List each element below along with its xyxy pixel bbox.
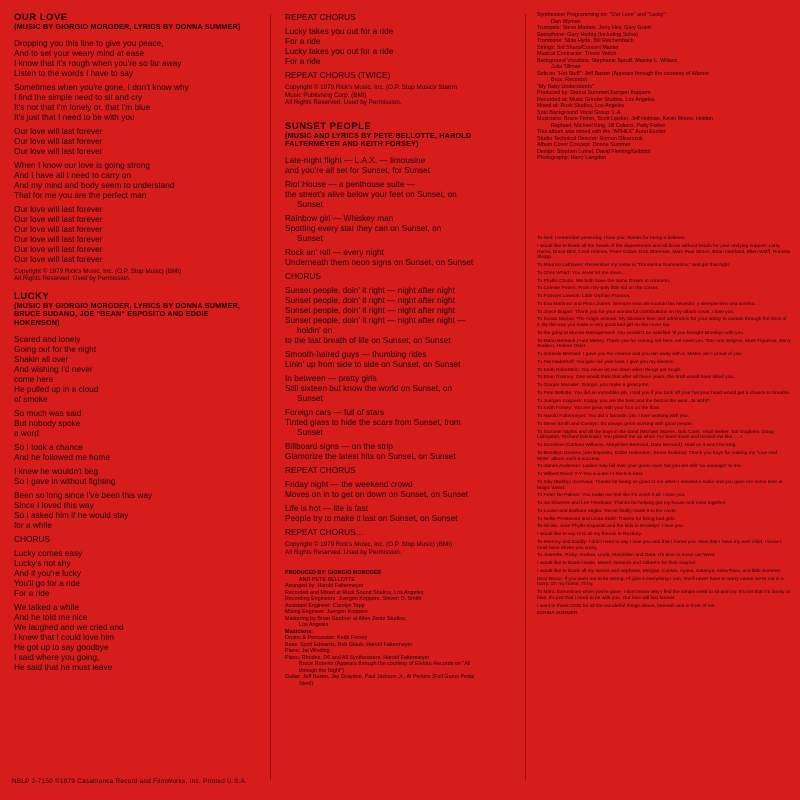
musician-credits bbox=[537, 12, 789, 162]
lyric-line: come here bbox=[14, 373, 54, 384]
lyric-line: So I asked him if he would stay bbox=[14, 509, 129, 520]
lyric-line: So much was said bbox=[14, 407, 82, 418]
lyric-line: Our love will last forever bbox=[14, 125, 103, 136]
lyric-line: Sunset people, doin' it right — night after night bbox=[285, 294, 455, 305]
lyric-line: Sometimes when you're gone, I don't know why bbox=[14, 81, 189, 92]
thank-you-paragraph: To Susan Munao: The magic woman. My absolute love and admiration for your ability to sustain through the thick of it. By the way you make a very good bad girl on the cover too. bbox=[537, 317, 787, 328]
lyric-line: CHORUS bbox=[285, 270, 321, 281]
thank-you-paragraph: To Inky (Bobby) Incorvaia: Thanks for being so good to me when I needed a sudio and you gave me some time at Magic Wand. bbox=[537, 479, 783, 491]
credit-line: Album Cover Concept: Donna Summer bbox=[537, 142, 631, 148]
thank-you-paragraph: To Brooklyn Dreams (Joe Esposito, Eddie Hokenson, Bruce Sudano): Thank you boys for making my "Live And More" album such a success. bbox=[537, 450, 778, 462]
lyric-line: Underneath them neon signs on Sunset, on Sunset bbox=[285, 256, 474, 267]
lyric-line: Spotting every star they can on Sunset, on bbox=[285, 222, 442, 233]
lyric-line: for a while bbox=[14, 519, 52, 530]
lyric-line: Riot House — a penthouse suite — bbox=[285, 178, 416, 189]
copyright-lucky bbox=[285, 84, 515, 107]
stanza bbox=[285, 503, 515, 523]
lyric-line: REPEAT CHORUS bbox=[285, 464, 356, 475]
stanza bbox=[14, 38, 250, 78]
song-title-our-love: OUR LOVE bbox=[14, 12, 68, 23]
thank-you-paragraph: To James Anderson: Ladies may fall over your green eyes but you are still "au sausage" to me. bbox=[537, 464, 742, 470]
credit-line: PRODUCED BY: GIORGIO MORODER bbox=[285, 570, 382, 577]
thank-you-paragraph: DONNA SUMMER bbox=[537, 611, 578, 617]
lyric-line: We talked a while bbox=[14, 601, 79, 612]
stanza bbox=[14, 466, 250, 486]
lyric-line: Going out for the night bbox=[14, 343, 97, 354]
lyric-line: And wishing I'd never bbox=[14, 363, 93, 374]
thank-you-paragraph: To Frances Lawson: Little Orphan Frances. bbox=[537, 294, 631, 299]
lyric-line: I said where you going, bbox=[14, 651, 100, 662]
credit-line: Assistant Engineer: Carolyn Tapp bbox=[285, 602, 365, 609]
stanza bbox=[285, 349, 515, 369]
column-divider bbox=[270, 14, 271, 780]
copyright-line: Copyright © 1979 Rick's Music, Inc. (O.P. Stop Music)/ Starrin bbox=[285, 84, 457, 91]
thank-you-paragraph: To Phyllis Chotin: We both have the same Dream in common. bbox=[537, 278, 671, 284]
thank-you-paragraph: To Pat Naderhoff: You give me your love, I give you my sincere. bbox=[537, 359, 675, 365]
stanza bbox=[285, 407, 515, 437]
lyric-line: That for me you are the perfect man bbox=[14, 189, 147, 200]
thank-you-paragraph: To Keith Robertson: You never let me down when things get rough. bbox=[537, 367, 682, 373]
column-divider bbox=[525, 14, 526, 780]
credit-line: Produced by: Donna Summer/Juergen Koppers bbox=[537, 90, 651, 96]
credit-line: Synthesizer Programming on: "Our Love" and "Lucky": bbox=[537, 12, 667, 18]
lyric-line: He said that he must leave bbox=[14, 661, 113, 672]
thank-you-paragraph: To Giorgio Moroder: Giorgio, you make a great john. bbox=[537, 383, 650, 388]
lyric-line: Our love will last forever bbox=[14, 233, 103, 244]
credit-line: Mastering by Brian Gardner at Allen Zentz Studios, bbox=[285, 615, 407, 622]
stanza bbox=[14, 442, 250, 462]
credit-line: Trombone: Slide Hyde, Bill Reichenbach bbox=[537, 38, 634, 44]
thank-you-paragraph: To Brian Rooney: One would think that after all these years, the draft would have killed you. bbox=[537, 375, 735, 381]
credit-line: Solo Background Vocal Group: L.A. bbox=[537, 109, 622, 116]
lyric-line: Our love will last forever bbox=[14, 213, 103, 224]
lyric-line: holdin' on bbox=[297, 324, 333, 335]
lyric-line: And my mind and body seem to understand bbox=[14, 179, 175, 190]
credit-line: Arranged by: Harold Faltermeyer bbox=[285, 583, 364, 590]
thank-you-paragraph: To Juergen Koppers: Koppy, you are the best and the best is the west. Ja wohl? bbox=[537, 398, 710, 404]
lyric-line: Our love will last forever bbox=[14, 203, 103, 214]
thank-you-paragraph: To the gang at Munao Management: You wouldn't be satisfied 'til you brought Brooklyn with you. bbox=[537, 330, 745, 336]
lyric-line: and you're all set for Sunset, for Sunset bbox=[285, 164, 431, 175]
credit-line: Bros. Records) bbox=[551, 77, 587, 83]
lyric-line: Billboard signs — on the strip bbox=[285, 440, 393, 451]
thank-you-paragraph: To Chris Wharf: You never let me down. bbox=[537, 270, 623, 276]
credit-line: Musicians: bbox=[285, 628, 313, 635]
lyric-line: I know that it's rough when you're so far away bbox=[14, 57, 182, 68]
credit-line: through the Night") bbox=[299, 667, 345, 674]
thank-you-paragraph: To Mario Bernanti (Aunt Marie): Thank you for coming out here, we need you. Toni Ann Selgros, Mark Figueroa, Barry Sudano, Helene Oster. bbox=[537, 338, 791, 350]
credit-line: Drums & Percussion: Keith Forsey bbox=[285, 635, 368, 642]
credit-line: Solo on "Hot Stuff": Jeff Baxter (Appears through the courtesy of Warner bbox=[537, 70, 710, 77]
credit-line: Trumpets: Steve Madaio, Jerry Hey, Gary Grant bbox=[537, 25, 651, 31]
thank-you-paragraph: To Wilbert Reed: Y-Y-You a-a-are t-t-the b-b-best. bbox=[537, 472, 644, 477]
lyric-line: And he followed me home bbox=[14, 451, 110, 462]
thank-you-paragraph: To Mimi: Sometimes when you're gone, I don't know why I find the simple need to sit and cry. It's not that I'm lonely or blue, it's just that I need to be with you. Our love will last forever. bbox=[537, 590, 791, 601]
lyrics-our-love bbox=[14, 38, 250, 264]
thank-you-paragraph: I would like to thank all the heads of the departments and all those without heads for your undying support: Larry Harris, Bruce Bird, Cecil Holmes, Peter Guber, Dick Sherman, Marc Paul Simon, Brian Interland, Ellen Wolff, Roberta Skopp. bbox=[537, 243, 791, 261]
column-3 bbox=[537, 12, 789, 162]
stanza bbox=[14, 82, 250, 122]
lyric-line: Rainbow girl — Whiskey man bbox=[285, 212, 394, 223]
credit-line: Background Vocalists: Stephanie Spruill, Maxine L. Willard, bbox=[537, 57, 679, 64]
lyric-line: Smooth-haired guys — thumbing rides bbox=[285, 348, 427, 359]
lyric-line: Our love will last forever bbox=[14, 145, 103, 156]
lyric-line: People try to make it last on Sunset, on Sunset bbox=[285, 512, 458, 523]
lyric-line: But nobody spoke bbox=[14, 417, 81, 428]
lyric-line: He got up to say goodbye bbox=[14, 641, 109, 652]
stanza bbox=[14, 408, 250, 438]
lyric-line: I knew he wouldn't beg bbox=[14, 465, 99, 476]
song-title-sunset-people: SUNSET PEOPLE bbox=[285, 120, 372, 132]
lyric-line: And he told me nice bbox=[14, 611, 88, 622]
thank-you-paragraph: To Keith Forsey: You are great with your foot on the floor. bbox=[537, 406, 661, 412]
lyric-line: Our love will last forever bbox=[14, 243, 103, 254]
thank-you-paragraph: To Louise and Barbara Veglia: You've finally made it to the cover. bbox=[537, 508, 678, 514]
credit-line: Studio Technical Director: Roman Olearczuk bbox=[537, 135, 643, 142]
copyright-line: Copyright © 1979 Rick's Music, Inc. (O.P. Stop Music) (BMI) bbox=[285, 540, 453, 548]
copyright-line: Music Publishing Corp. (BMI) bbox=[285, 91, 367, 99]
stanza bbox=[285, 70, 515, 80]
thank-you-paragraph: To Harold Faltermeyer: You did a fantastic job. I love working with you. bbox=[537, 414, 689, 419]
stanza bbox=[285, 479, 515, 499]
lyric-line: For a ride bbox=[285, 56, 321, 66]
credit-line: Bruce Roberts (Appears through the courtesy of Elektra Records on "All bbox=[299, 661, 471, 668]
lyric-line: I find the simple need to sit and cry bbox=[14, 91, 143, 102]
thank-you-paragraph: To Steve Smith and Carolyn: It's always great working with good people. bbox=[537, 421, 694, 427]
lyric-line: Foreign cars — full of stars bbox=[285, 406, 385, 417]
credit-line: Saxophone: Gary Herbig (Including Solos) bbox=[537, 31, 638, 38]
lyric-line: I knew that I could love him bbox=[14, 631, 115, 642]
thank-you-paragraph: To Jai Silverme and Lee Friedman: Thanks for helping get my house and mind together. bbox=[537, 501, 727, 506]
stanza bbox=[14, 334, 250, 404]
credit-line: Piano, Rhodes, D6 and All Synthesizers: Harold Faltermeyer bbox=[285, 654, 430, 661]
lyric-line: So I gave in without fighting bbox=[14, 475, 116, 486]
production-credits bbox=[285, 570, 515, 687]
copyright-line: All Rights Reserved. Used by Permission. bbox=[14, 275, 131, 283]
credit-line: Musicians: Bruce Fisher, Scott Lipsker, Jeff Holman, Kevin Moore, Holden bbox=[537, 116, 714, 122]
lyric-line: Sunset people, doin' it right — night after night bbox=[285, 304, 455, 315]
thank-you-paragraph: To Peter De Palmer: You make me feel like it's worth it all. I love you. bbox=[537, 493, 686, 499]
lyric-line: a word bbox=[14, 427, 39, 438]
credit-line: Design: Stephen Lumel, David Fleming/Gribbitt! bbox=[537, 148, 651, 155]
lyric-line: Life is hot — life is fast bbox=[285, 502, 369, 513]
lyric-line: Lucky takes you out for a ride bbox=[285, 26, 394, 36]
credit-line: Dan Wyman bbox=[551, 18, 581, 25]
song-credit-sunset-people: (MUSIC AND LYRICS BY PETE BELLOTTE, HAROLD FALTERMEYER AND KEITH FORSEY) bbox=[285, 130, 472, 149]
song-credit-lucky: (MUSIC BY GIORGIO MORODER, LYRICS BY DONNA SUMMER, BRUCE SUDANO, JOE "BEAN" ESPOSITO AND EDDIE HOKENSON) bbox=[14, 300, 241, 327]
copyright-line: Copyright © 1979 Rick's Music, Inc. (O.P. Stop Music) (BMI) bbox=[14, 267, 182, 275]
lyrics-sunset-people bbox=[285, 155, 515, 537]
copyright-line: All Rights Reserved. Used by Permission. bbox=[285, 99, 402, 107]
credit-line: AND PETE BELLOTTE bbox=[299, 576, 356, 583]
lyric-line: Lucky takes you out for a ride bbox=[285, 46, 394, 56]
stanza bbox=[14, 126, 250, 156]
credit-line: This album was mixed with the "APHEX" Aural Exciter bbox=[537, 129, 666, 135]
stanza bbox=[14, 204, 250, 264]
stanza bbox=[14, 160, 250, 200]
lyrics-lucky bbox=[14, 334, 250, 672]
lyric-line: Sunset bbox=[297, 198, 323, 209]
thank-you-paragraph: To Mummy and Daddy: I don't need to say I love you and that I honor you. Now that I have my own child, I know I must have driven you crazy. bbox=[537, 539, 782, 551]
credit-line: Julia Tillman bbox=[551, 64, 581, 70]
lyric-line: Sunset bbox=[297, 426, 323, 437]
thank-you-paragraph: To Maurice Lathower: Remember my name is "Donnerina Summerina," and get that right. bbox=[537, 263, 731, 268]
copyright-sunset-people bbox=[285, 541, 515, 556]
credit-line: "My Baby Understands" bbox=[537, 83, 594, 90]
song-title-lucky: LUCKY bbox=[14, 290, 50, 302]
lyric-line: REPEAT CHORUS bbox=[285, 12, 356, 22]
lyric-line: Lucky's not shy bbox=[14, 557, 71, 568]
lyric-line: Rock an' roll — every night bbox=[285, 246, 384, 257]
copyright-our-love bbox=[14, 268, 250, 283]
lyric-line: For a ride bbox=[14, 587, 50, 598]
lyric-line: And if you're lucky bbox=[14, 567, 82, 578]
lyric-line: In between — pretty girls bbox=[285, 372, 377, 383]
stanza bbox=[285, 155, 515, 175]
lyric-line: Sunset people, doin' it right — night after night — bbox=[285, 314, 466, 325]
credit-line: Recorded and Mixed at Rusk Sound Studios, Los Angeles bbox=[285, 589, 424, 596]
thank-you-paragraph: I would like to thank Howie, Mozel, Gerardo and Gilbert's for their support. bbox=[537, 561, 697, 566]
lyric-line: Glamorize the latest hits on Sunset, on Sunset bbox=[285, 450, 456, 461]
thank-you-paragraph: To Summer Nights and all the boys in the band (Michael Warren, Bob Conti, Virgil Weber, Sal Gugliano, Doug Livingston, Richard Edelman): You picked me up when I've been down and treated me like......! bbox=[537, 429, 774, 441]
thank-you-paragraph: To Celeste Peters: From roly-poly little kid on the corner. bbox=[537, 286, 659, 292]
lyric-line: Been so long since I've been this way bbox=[14, 489, 153, 500]
lyric-line: REPEAT CHORUS (TWICE) bbox=[285, 70, 391, 80]
column-1 bbox=[14, 12, 250, 676]
lyric-line: Linin' up from side to side on Sunset, on Sunset bbox=[285, 358, 461, 369]
lyric-line: Our love will last forever bbox=[14, 253, 103, 264]
lyric-line: Listen to the words I have to say bbox=[14, 67, 133, 78]
lyric-line: You'll go for a ride bbox=[14, 577, 80, 588]
lyric-line: Shakin all over bbox=[14, 353, 69, 364]
thank-you-paragraph: I would like to say hi to all my friends in Roxbury. bbox=[537, 532, 643, 537]
lyric-line: And to set your weary mind at ease bbox=[14, 47, 145, 58]
lyric-line: Our love will last forever bbox=[14, 135, 103, 146]
thank-you-paragraph: To Nicole, Jose Phyllis Esposito and the kids in Brooklyn: I love you. bbox=[537, 524, 685, 530]
song-credit-our-love: (MUSIC BY GIORGIO MORODER, LYRICS BY DONNA SUMMER) bbox=[14, 22, 241, 31]
lyric-line: Sunset people, doin' it right — night after night bbox=[285, 284, 455, 295]
thank-you-paragraph: To Eva Martinez and Pina Linares: Siempre esta ahi cuando las necesito, y siempre tren una sonrisa. bbox=[537, 301, 756, 307]
lyric-line: Dropping you this line to give you peace, bbox=[14, 37, 164, 48]
stanza bbox=[285, 213, 515, 243]
lyric-line: Sunset bbox=[297, 392, 323, 403]
lyric-line: Our love will last forever bbox=[14, 223, 103, 234]
lyric-line: Still sixteen but know the world on Sunset, on bbox=[285, 382, 452, 393]
lyrics-lucky-continued bbox=[285, 12, 515, 80]
stanza bbox=[285, 373, 515, 403]
lyric-line: Scared and lonely bbox=[14, 333, 81, 344]
stanza bbox=[285, 465, 515, 475]
lyric-line: Lucky comes easy bbox=[14, 547, 83, 558]
stanza bbox=[285, 12, 515, 22]
stanza bbox=[285, 271, 515, 281]
credit-line: Guitar: Jeff Baxter, Jay Graydon, Paul Jackson Jr., Al Perkins (Full Gurus Pedal bbox=[285, 674, 475, 681]
credit-line: Bass: Scott Edwards, Bob Glaub, Harold Faltermeyer bbox=[285, 641, 413, 648]
thank-you-paragraph: To Jeanette, Ricky, Andrea, Linda, MaryEllen and Dara: It's time to move out West. bbox=[537, 553, 716, 559]
credit-line: Musical Contractor: Trevor Veitch bbox=[537, 51, 617, 57]
thank-you-paragraph: To Joyce Bogart: Thank you for your wonderful contributions on my album cover. I love you. bbox=[537, 309, 735, 315]
credit-line: Los Angeles bbox=[299, 622, 329, 629]
thank-you-paragraph: To Nellie Prestwood and Linda Stahl: Thanks for being bad girls. bbox=[537, 516, 676, 522]
lyric-line: Friday night — the weekend crowd bbox=[285, 478, 413, 489]
credit-line: Steel) bbox=[299, 680, 314, 687]
lyric-line: It's not that I'm lonely or, that I'm blue bbox=[14, 101, 151, 112]
lyric-line: For a ride bbox=[285, 36, 321, 46]
lyric-line: When I know our love is going strong bbox=[14, 159, 151, 170]
lyric-line: REPEAT CHORUS... bbox=[285, 526, 363, 537]
credit-line: Mixing Engineer: Juergen Koppers bbox=[285, 609, 368, 616]
stanza bbox=[285, 285, 515, 345]
thank-you-paragraph: To Gerardo Bernard: I gave you the chance and you ran away with it. Mister, am I proud of you. bbox=[537, 352, 743, 357]
stanza bbox=[285, 441, 515, 461]
lyric-line: And I have all I need to carry on bbox=[14, 169, 132, 180]
credit-line: Recording Engineers: Juergen Koppers, Steven D. Smith bbox=[285, 596, 422, 603]
stanza bbox=[285, 26, 515, 66]
lyric-line: It's just that I need to be with you bbox=[14, 111, 135, 122]
thank-you-paragraph: To Sunshine (Carlena Williams, MaryEllen Bertrand, Dara Bernard): Hold on it won't be long. bbox=[537, 443, 737, 448]
credit-line: Recorded at: Music Grinder Studios, Los Angeles bbox=[537, 96, 655, 103]
stanza bbox=[14, 534, 250, 544]
lyric-line: CHORUS bbox=[14, 533, 50, 544]
credit-line: Raphael, Michael King, Jill Colucci, Patty Fisher bbox=[551, 122, 666, 129]
thank-you-paragraph: Dear Bruce: If you want me to be strong, I'll give it everything I can. You'll never have to worry cause we're not in a hurry. On my honor, I'll try. bbox=[537, 576, 784, 588]
thank-you-paragraph: To Neil: I remember yesterday I love you, thanks for being a believer. bbox=[537, 236, 686, 241]
thank-you-paragraph: I would like to thank all my nieces and nephews, Morgan, Corwin, Ayana, Katanya, Asha Ruru, and little Summer. bbox=[537, 568, 782, 574]
lyric-line: Sunset bbox=[297, 232, 323, 243]
stanza bbox=[285, 247, 515, 267]
thank-you-paragraph: I want to thank GOD for all the wonderful things above, beneath and in front of me. bbox=[537, 603, 716, 609]
credit-line: Photography: Harry Langdon bbox=[537, 155, 607, 161]
lyric-line: We laughed and we cried and bbox=[14, 621, 124, 632]
column-2 bbox=[285, 12, 515, 687]
lyric-line: Tinted glass to hide the scars from Sunset, from bbox=[285, 416, 461, 427]
lyric-line: the street's alive below your feet on Sunset, on bbox=[285, 188, 457, 199]
stanza bbox=[285, 179, 515, 209]
credit-line: Piano: Jai Winding bbox=[285, 648, 330, 655]
thank-you-notes bbox=[537, 236, 791, 619]
credit-line: Mixed at: Rusk Studios, Los Angeles bbox=[537, 103, 625, 109]
lyric-line: So I took a chance bbox=[14, 441, 83, 452]
stanza bbox=[285, 527, 515, 537]
copyright-line: All Rights Reserved. Used by Permission. bbox=[285, 548, 402, 556]
lyric-line: Since I loved this way bbox=[14, 499, 94, 510]
credit-line: Strings: Sid Sharp/Concert Master bbox=[537, 44, 619, 51]
lyric-line: of smoke bbox=[14, 393, 48, 404]
stanza bbox=[14, 548, 250, 598]
stanza bbox=[14, 490, 250, 530]
stanza bbox=[14, 602, 250, 672]
thank-you-paragraph: To Pete Bellotte: You did an incredible job, I told you if you took off your hat your head would get a chance to breathe. bbox=[537, 390, 791, 396]
lyric-line: Moves on in to get on down on Sunset, on Sunset bbox=[285, 488, 469, 499]
catalog-footer: NBLP 2-7150 ©1979 Casablanca Record and FilmWorks, Inc. Printed U.S.A. bbox=[12, 778, 248, 785]
lyric-line: Late-night flight — L.A.X. — limousine bbox=[285, 154, 426, 165]
lyric-line: to the last breath of life on Sunset, on Sunset bbox=[285, 334, 451, 345]
lyric-line: He pulled up in a cloud bbox=[14, 383, 99, 394]
